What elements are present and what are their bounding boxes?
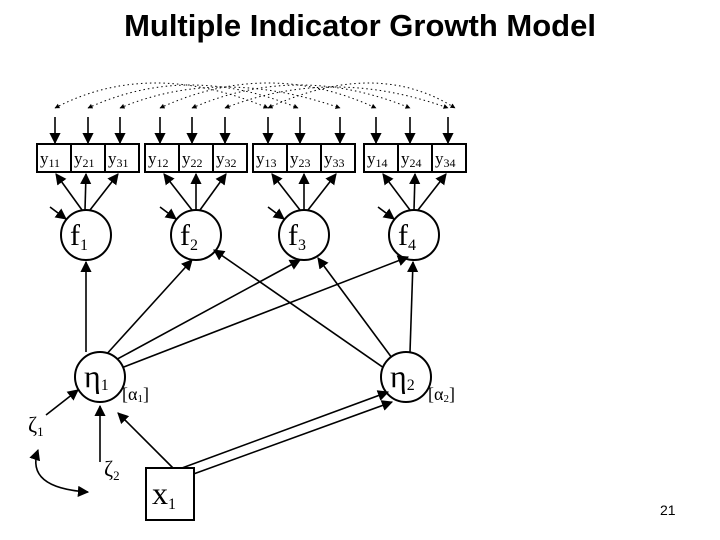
factor-circles — [61, 210, 439, 260]
residual-correlation-arcs — [55, 83, 455, 108]
residual-labels — [28, 412, 120, 483]
factor-f1: f1 — [70, 219, 88, 254]
covariate-x1: x1 — [152, 475, 176, 513]
indicator-y23: y23 — [290, 149, 311, 170]
growth-factor-eta2: η2 — [390, 358, 415, 394]
indicator-y24: y24 — [401, 149, 422, 170]
factor-loading-arrows — [56, 174, 446, 210]
indicator-y31: y31 — [108, 149, 129, 170]
indicator-y21: y21 — [74, 149, 95, 170]
growth-factor-eta1: η1 — [84, 358, 109, 394]
indicator-y33: y33 — [324, 149, 345, 170]
indicator-error-arrows — [55, 117, 448, 143]
indicator-y14: y14 — [367, 149, 388, 170]
growth-factor-paths — [86, 250, 413, 370]
indicator-y32: y32 — [216, 149, 237, 170]
indicator-y34: y34 — [435, 149, 456, 170]
intercept-alpha1: [α1] — [122, 384, 149, 405]
indicator-y22: y22 — [182, 149, 203, 170]
diagram-title: Multiple Indicator Growth Model — [124, 8, 596, 43]
residual-covariance-arc — [36, 450, 88, 492]
indicator-y12: y12 — [148, 149, 169, 170]
factor-f3: f3 — [288, 219, 306, 254]
residual-zeta1: ζ1 — [28, 412, 44, 439]
factor-labels — [70, 219, 416, 254]
covariate-paths — [118, 392, 392, 476]
factor-f2: f2 — [180, 219, 198, 254]
indicator-y11: y11 — [40, 149, 61, 170]
page-number: 21 — [660, 502, 676, 518]
intercept-alpha2: [α2] — [428, 384, 455, 405]
factor-f4: f4 — [398, 219, 416, 254]
indicator-y13: y13 — [256, 149, 277, 170]
residual-zeta2: ζ2 — [104, 456, 120, 483]
